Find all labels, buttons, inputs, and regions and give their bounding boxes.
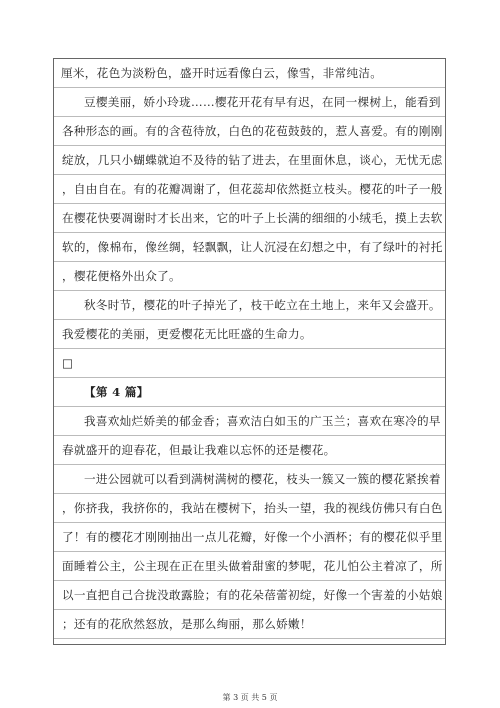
section-heading: 【第 4 篇】 [54, 378, 445, 407]
text-line: 豆樱美丽，娇小玲珑……樱花开花有早有迟，在同一棵树上，能看到 [54, 88, 445, 117]
text-line: 厘米，花色为淡粉色，盛开时远看像白云，像雪，非常纯洁。 [54, 59, 445, 88]
text-line: 了！有的樱花才刚刚抽出一点儿花瓣，好像一个小酒杯；有的樱花似乎里 [54, 523, 445, 552]
text-line: 绽放，几只小蝴蝶就迫不及待的钻了进去，在里面休息，谈心，无忧无虑 [54, 146, 445, 175]
text-line: ，自由自在。有的花瓣凋谢了，但花蕊却依然挺立枝头。樱花的叶子一般 [54, 175, 445, 204]
text-line: ；还有的花欣然怒放，是那么绚丽，那么娇嫩！ [54, 610, 445, 639]
text-line: ，你挤我，我挤你的，我站在樱树下，抬头一望，我的视线仿佛只有白色 [54, 494, 445, 523]
empty-box-glyph: □ [62, 356, 74, 370]
text-line: 春就盛开的迎春花，但最让我难以忘怀的还是樱花。 [54, 436, 445, 465]
text-line: 秋冬时节，樱花的叶子掉光了，枝干屹立在土地上，来年又会盛开。 [54, 291, 445, 320]
text-line: 以一直把自己合拢没敢露脸；有的花朵蓓蕾初绽，好像一个害羞的小姑娘 [54, 581, 445, 610]
text-line: 我喜欢灿烂娇美的郁金香；喜欢洁白如玉的广玉兰；喜欢在寒冷的早 [54, 407, 445, 436]
text-line: 各种形态的画。有的含苞待放，白色的花苞鼓鼓的，惹人喜爱。有的刚刚 [54, 117, 445, 146]
page-footer: 第 3 页 共 5 页 [222, 693, 278, 702]
text-line: 面睡着公主，公主现在正在里头做着甜蜜的梦呢，花儿怕公主着凉了，所 [54, 552, 445, 581]
text-line: 在樱花快要凋谢时才长出来，它的叶子上长满的细细的小绒毛，摸上去软 [54, 204, 445, 233]
text-line: 我爱樱花的美丽，更爱樱花无比旺盛的生命力。 [54, 320, 445, 349]
checkbox-line [54, 349, 445, 378]
document-frame [53, 58, 446, 645]
text-line: 软的，像棉布，像丝绸，轻飘飘，让人沉浸在幻想之中，有了绿叶的衬托 [54, 233, 445, 262]
text-line: 一进公园就可以看到满树满树的樱花，枝头一簇又一簇的樱花紧挨着 [54, 465, 445, 494]
text-line: ，樱花便格外出众了。 [54, 262, 445, 291]
